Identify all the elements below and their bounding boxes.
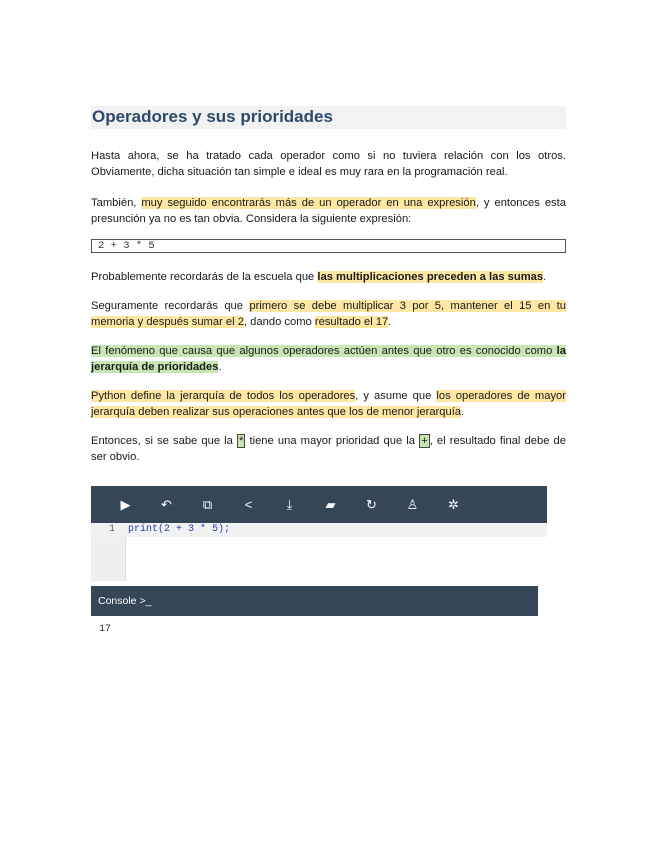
highlight-yellow: los operadores de mayor jerarquía deben realizar sus operaciones antes que los de menor jerarquía <box>91 390 566 418</box>
paragraph-conclusion <box>91 433 566 465</box>
code-line[interactable]: print(2 + 3 * 5); <box>128 524 231 535</box>
console-header: Console >_ <box>91 586 538 616</box>
highlight-yellow: resultado el 17 <box>314 316 389 328</box>
page-title: Operadores y sus prioridades <box>91 106 566 129</box>
text-segment: , y asume que <box>355 390 437 402</box>
paragraph-calculation <box>91 298 566 330</box>
copy-icon: ⧉ <box>202 496 213 512</box>
highlight-yellow: las multiplicaciones preceden a las sumas <box>317 271 544 283</box>
paragraph-python-hierarchy <box>91 388 566 420</box>
text-segment: Seguramente recordarás que <box>91 300 250 312</box>
text-segment: . <box>218 361 222 373</box>
console-output: 17 <box>99 624 112 635</box>
operator-multiply-box: * <box>239 435 244 447</box>
download-icon: ⤓ <box>286 496 293 512</box>
text-segment: . <box>461 406 465 418</box>
paragraph-school <box>91 269 566 285</box>
play-icon: ▶ <box>120 496 131 512</box>
share-icon: < <box>244 497 253 512</box>
paragraph-multiple-operators <box>91 195 566 227</box>
folder-icon: ▰ <box>325 496 336 512</box>
refresh-icon: ↻ <box>366 496 377 512</box>
text-segment: . <box>543 271 547 283</box>
settings-icon: ✲ <box>448 496 459 512</box>
undo-icon: ↶ <box>161 496 172 512</box>
user-icon: ♙ <box>406 496 419 512</box>
text-segment: . <box>388 316 392 328</box>
expression-code-box: 2 + 3 * 5 <box>91 239 566 253</box>
code-area[interactable] <box>91 486 547 581</box>
highlight-yellow: muy seguido encontrarás más de un operador en una expresión <box>141 197 476 209</box>
line-number: 1 <box>108 524 115 535</box>
operator-plus-box: + <box>421 435 428 447</box>
text-segment: , y entonces esta presunción ya no es tan obvia. Considera la siguiente expresión: <box>91 197 566 225</box>
text-segment: También, <box>91 197 142 209</box>
paragraph-phenomenon <box>91 343 566 375</box>
highlight-green-bold: la jerarquía de prioridades <box>91 345 566 373</box>
text-segment: tiene una mayor prioridad que la <box>245 435 420 447</box>
paragraph-intro: Hasta ahora, se ha tratado cada operador como si no tuviera relación con los otros. Obviamente, dicha situación tan simple e ideal es muy rara en la programación real. <box>91 150 566 178</box>
highlight-green: El fenómeno que causa que algunos operadores actúen antes que otro es conocido como <box>91 345 557 357</box>
text-segment: Probablemente recordarás de la escuela que <box>91 271 318 283</box>
lesson-content <box>91 106 566 478</box>
text-segment: , dando como <box>243 316 315 328</box>
highlight-yellow: Python define la jerarquía de todos los operadores <box>91 390 356 402</box>
text-segment: Entonces, si se sabe que la <box>91 435 238 447</box>
highlight-yellow: primero se debe multiplicar 3 por 5, mantener el 15 en tu memoria y después sumar el 2 <box>91 300 566 328</box>
text-segment: , el resultado final debe de ser obvio. <box>91 435 566 463</box>
